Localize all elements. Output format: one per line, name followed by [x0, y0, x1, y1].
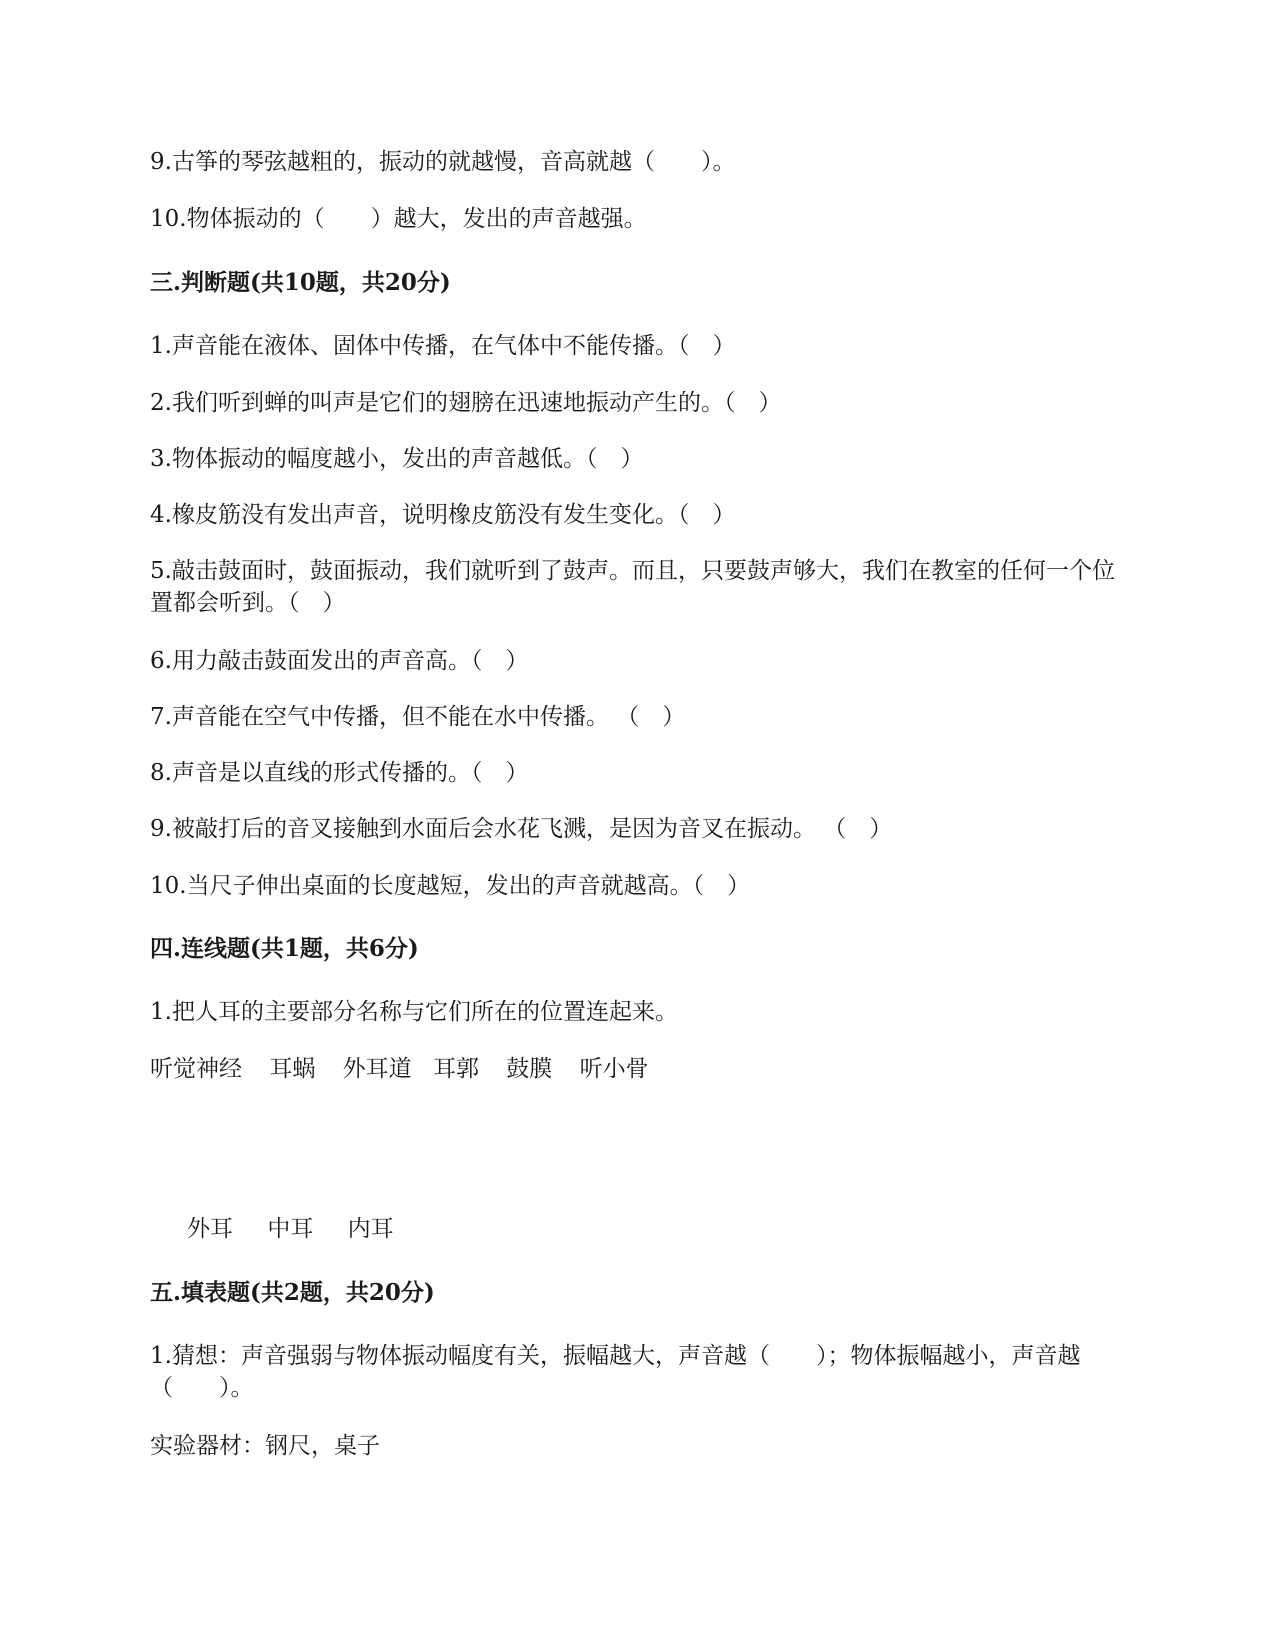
ear-part: 耳郭 — [432, 1056, 479, 1082]
table-question-1: 1.猜想：声音强弱与物体振动幅度有关，振幅越大，声音越（ ）；物体振幅越小，声音越（ ）。 — [150, 1343, 1081, 1401]
fill-item-10: 10.物体振动的（ ）越大，发出的声音越强。 — [150, 206, 647, 232]
judgment-item-10: 10.当尺子伸出桌面的长度越短，发出的声音就越高。（ ） — [150, 873, 751, 899]
judgment-item-7: 7.声音能在空气中传播，但不能在水中传播。 （ ） — [150, 704, 686, 730]
ear-part: 听小骨 — [579, 1056, 649, 1082]
matching-question: 1.把人耳的主要部分名称与它们所在的位置连起来。 — [150, 999, 678, 1025]
section-heading-judgment: 三.判断题(共10题，共20分) — [150, 269, 451, 296]
section-heading-matching: 四.连线题(共1题，共6分) — [150, 935, 419, 962]
ear-location: 外耳 — [187, 1216, 233, 1242]
judgment-item-6: 6.用力敲击鼓面发出的声音高。（ ） — [150, 648, 529, 674]
fill-item-9: 9.古筝的琴弦越粗的，振动的就越慢，音高就越（ ）。 — [150, 149, 736, 175]
ear-part: 外耳道 — [342, 1056, 412, 1082]
ear-locations-row — [187, 1213, 394, 1245]
ear-part: 听觉神经 — [150, 1056, 242, 1082]
judgment-item-5: 5.敲击鼓面时，鼓面振动，我们就听到了鼓声。而且，只要鼓声够大，我们在教室的任何一个位置都会听到。（ ） — [150, 558, 1115, 616]
judgment-item-9: 9.被敲打后的音叉接触到水面后会水花飞溅，是因为音叉在振动。 （ ） — [150, 816, 893, 842]
experiment-materials: 实验器材：钢尺，桌子 — [150, 1433, 380, 1459]
ear-parts-row — [150, 1053, 649, 1085]
ear-location: 内耳 — [347, 1216, 394, 1242]
judgment-item-1: 1.声音能在液体、固体中传播，在气体中不能传播。（ ） — [150, 333, 736, 359]
judgment-item-4: 4.橡皮筋没有发出声音，说明橡皮筋没有发生变化。（ ） — [150, 502, 736, 528]
ear-part: 耳蜗 — [269, 1056, 316, 1082]
judgment-item-2: 2.我们听到蝉的叫声是它们的翅膀在迅速地振动产生的。（ ） — [150, 390, 782, 416]
ear-part: 鼓膜 — [506, 1056, 553, 1082]
section-heading-table: 五.填表题(共2题，共20分) — [150, 1279, 435, 1306]
ear-location: 中耳 — [267, 1216, 314, 1242]
judgment-item-3: 3.物体振动的幅度越小，发出的声音越低。（ ） — [150, 446, 644, 472]
judgment-item-8: 8.声音是以直线的形式传播的。（ ） — [150, 760, 529, 786]
